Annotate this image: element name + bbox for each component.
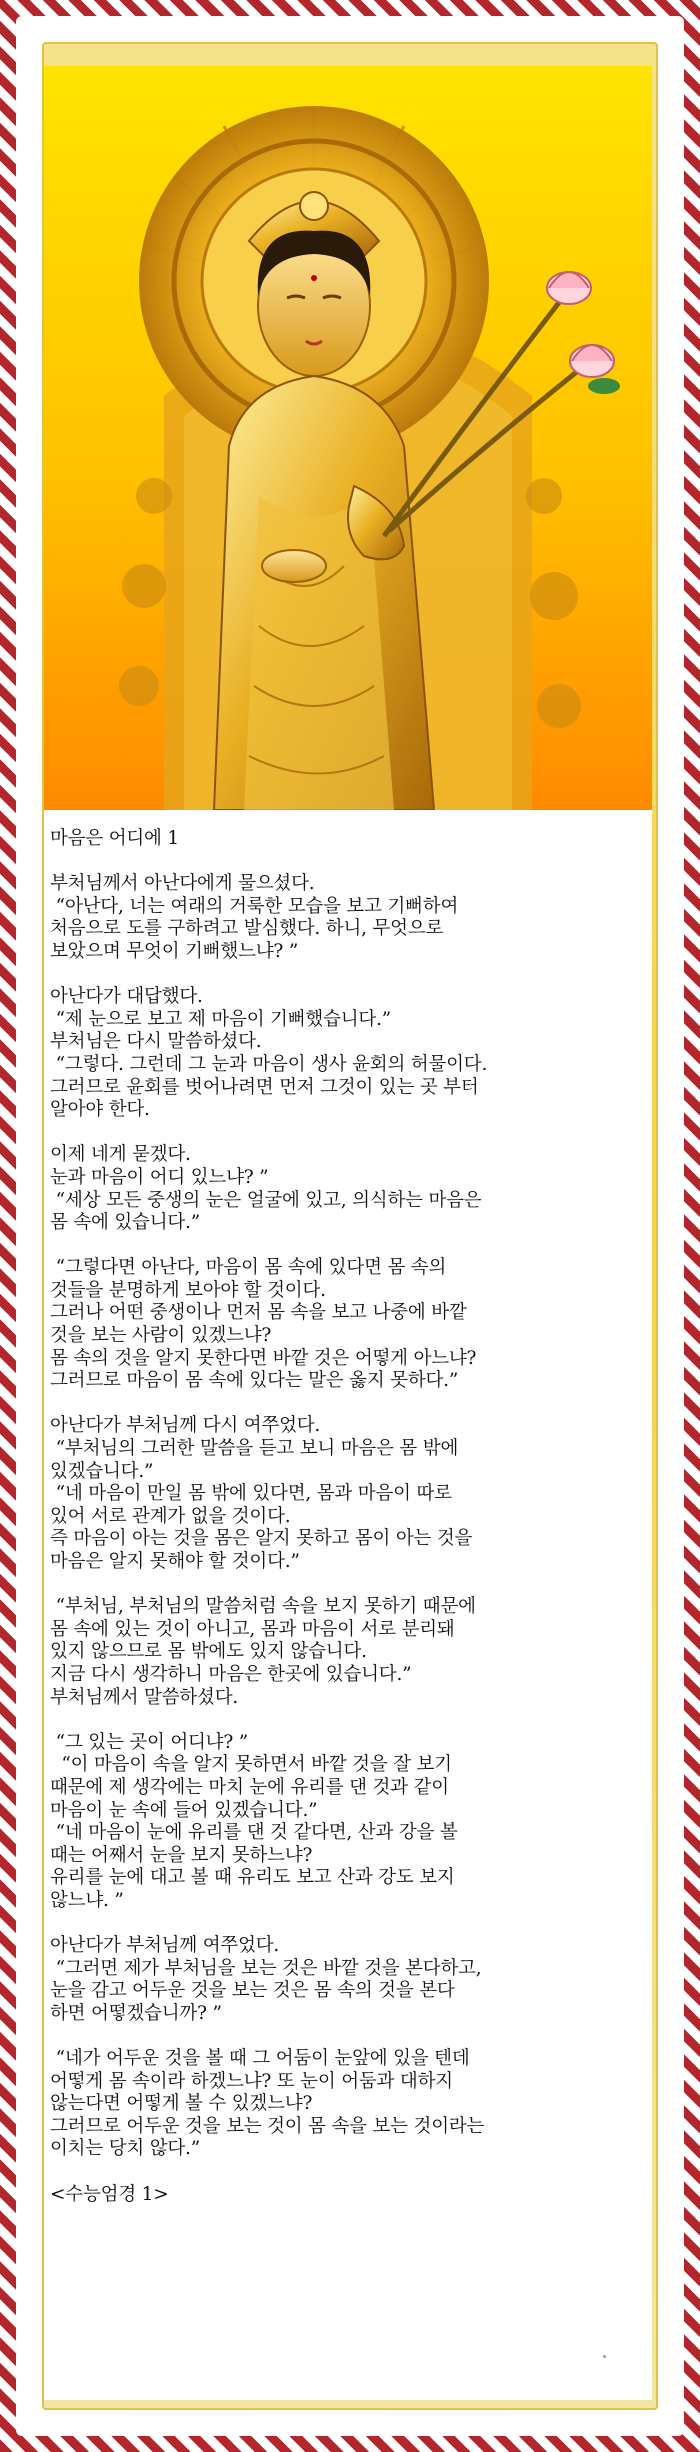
text-line: 마음은 알지 못해야 할 것이다.” (50, 1551, 300, 1572)
text-line: “아난다, 너는 여래의 거룩한 모습을 보고 기뻐하여 (50, 895, 459, 917)
text-line: 않느냐. ” (50, 1889, 124, 1911)
source-citation (50, 2184, 650, 2207)
text-line: 아난다가 부처님께 다시 여쭈었다. (50, 1415, 321, 1437)
text-line: 이치는 당치 않다.” (50, 2138, 200, 2160)
text-line: 것을 보는 사람이 있겠느냐? (50, 1325, 272, 1347)
text-line: 때문에 제 생각에는 마치 눈에 유리를 댄 것과 같이 (50, 1776, 449, 1798)
text-line: 지금 다시 생각하니 마음은 한곳에 있습니다.” (50, 1663, 412, 1685)
paragraph-1 (50, 873, 650, 963)
text-line: “네 마음이 만일 몸 밖에 있다면, 몸과 마음이 따로 (50, 1483, 452, 1505)
paragraph-4 (50, 1257, 650, 1393)
text-line: 그러므로 어두운 것을 보는 것이 몸 속을 보는 것이라는 (50, 2115, 485, 2137)
text-line: 있어 서로 관계가 없을 것이다. (50, 1505, 291, 1527)
sutra-text (50, 828, 650, 2229)
text-line: “네 마음이 눈에 유리를 댄 것 같다면, 산과 강을 볼 (50, 1822, 458, 1844)
text-line: 아난다가 대답했다. (50, 986, 203, 1008)
source-line: <수능엄경 1> (50, 2183, 169, 2205)
text-line: 부처님께서 말씀하셨다. (50, 1686, 239, 1708)
corner-dot (603, 2355, 606, 2358)
text-line: 마음이 눈 속에 들어 있겠습니다.” (50, 1799, 318, 1821)
text-line: 보았으며 무엇이 기뻐했느냐? ” (50, 940, 299, 962)
text-line: 알아야 한다. (50, 1099, 150, 1121)
text-line: 몸 속의 것을 알지 못한다면 바깥 것은 어떻게 아느냐? (50, 1347, 477, 1369)
paragraph-6 (50, 1596, 650, 1709)
text-line: 아난다가 부처님께 여쭈었다. (50, 1935, 280, 1957)
text-line: “세상 모든 중생의 눈은 얼굴에 있고, 의식하는 마음은 (50, 1189, 482, 1211)
text-line: 몸 속에 있습니다.” (50, 1212, 200, 1234)
text-line: 눈과 마음이 어디 있느냐? ” (50, 1166, 269, 1188)
text-line: 것들을 분명하게 보아야 할 것이다. (50, 1279, 326, 1301)
text-line: 때는 어째서 눈을 보지 못하느냐? (50, 1844, 313, 1866)
text-line: 부처님께서 아난다에게 물으셨다. (50, 873, 315, 895)
paragraph-8 (50, 1935, 650, 2025)
paragraph-2 (50, 986, 650, 1122)
text-line: 어떻게 몸 속이라 하겠느냐? 또 눈이 어둠과 대하지 (50, 2070, 453, 2092)
text-line: “부처님, 부처님의 말씀처럼 속을 보지 못하기 때문에 (50, 1596, 476, 1618)
text-line: “네가 어두운 것을 볼 때 그 어둠이 눈앞에 있을 텐데 (50, 2048, 470, 2070)
text-line: 않는다면 어떻게 볼 수 있겠느냐? (50, 2093, 313, 2115)
text-line: 즉 마음이 아는 것을 몸은 알지 못하고 몸이 아는 것을 (50, 1528, 473, 1550)
text-line: 그러므로 윤회를 벗어나려면 먼저 그것이 있는 곳 부터 (50, 1076, 479, 1098)
paragraph-5 (50, 1415, 650, 1573)
title-line: 마음은 어디에 1 (50, 828, 179, 849)
text-line: “이 마음이 속을 알지 못하면서 바깥 것을 잘 보기 (50, 1754, 452, 1776)
text-line: 처음으로 도를 구하려고 발심했다. 하니, 무엇으로 (50, 918, 444, 940)
text-line: 있지 않으므로 몸 밖에도 있지 않습니다. (50, 1641, 367, 1663)
document-title (50, 828, 650, 851)
text-line: 그러나 어떤 중생이나 먼저 몸 속을 보고 나중에 바깥 (50, 1302, 467, 1324)
paragraph-7 (50, 1732, 650, 1913)
text-line: “그렇다면 아난다, 마음이 몸 속에 있다면 몸 속의 (50, 1257, 447, 1279)
text-line: 그러므로 마음이 몸 속에 있다는 말은 옳지 못하다.” (50, 1370, 459, 1392)
text-line: 이제 네게 묻겠다. (50, 1144, 191, 1166)
text-line: 눈을 감고 어두운 것을 보는 것은 몸 속의 것을 본다 (50, 1980, 455, 2002)
text-line: 있겠습니다.” (50, 1460, 154, 1482)
text-line: 부처님은 다시 말씀하셨다. (50, 1031, 262, 1053)
content-panel (44, 66, 652, 2400)
text-line: “그러면 제가 부처님을 보는 것은 바깥 것을 본다하고, (50, 1957, 482, 1979)
paragraph-9 (50, 2048, 650, 2161)
text-line: 하면 어떻겠습니까? ” (50, 2002, 222, 2024)
bodhisattva-statue-image (44, 66, 652, 810)
text-line: “그 있는 곳이 어디냐? ” (50, 1731, 249, 1753)
text-line: “제 눈으로 보고 제 마음이 기뻐했습니다.” (50, 1008, 392, 1030)
text-line: 유리를 눈에 대고 볼 때 유리도 보고 산과 강도 보지 (50, 1867, 455, 1889)
text-line: “그렇다. 그런데 그 눈과 마음이 생사 윤회의 허물이다. (50, 1053, 488, 1075)
paragraph-3 (50, 1144, 650, 1234)
text-line: “부처님의 그러한 말씀을 듣고 보니 마음은 몸 밖에 (50, 1438, 459, 1460)
text-line: 몸 속에 있는 것이 아니고, 몸과 마음이 서로 분리돼 (50, 1618, 455, 1640)
statue-illustration (44, 66, 652, 810)
